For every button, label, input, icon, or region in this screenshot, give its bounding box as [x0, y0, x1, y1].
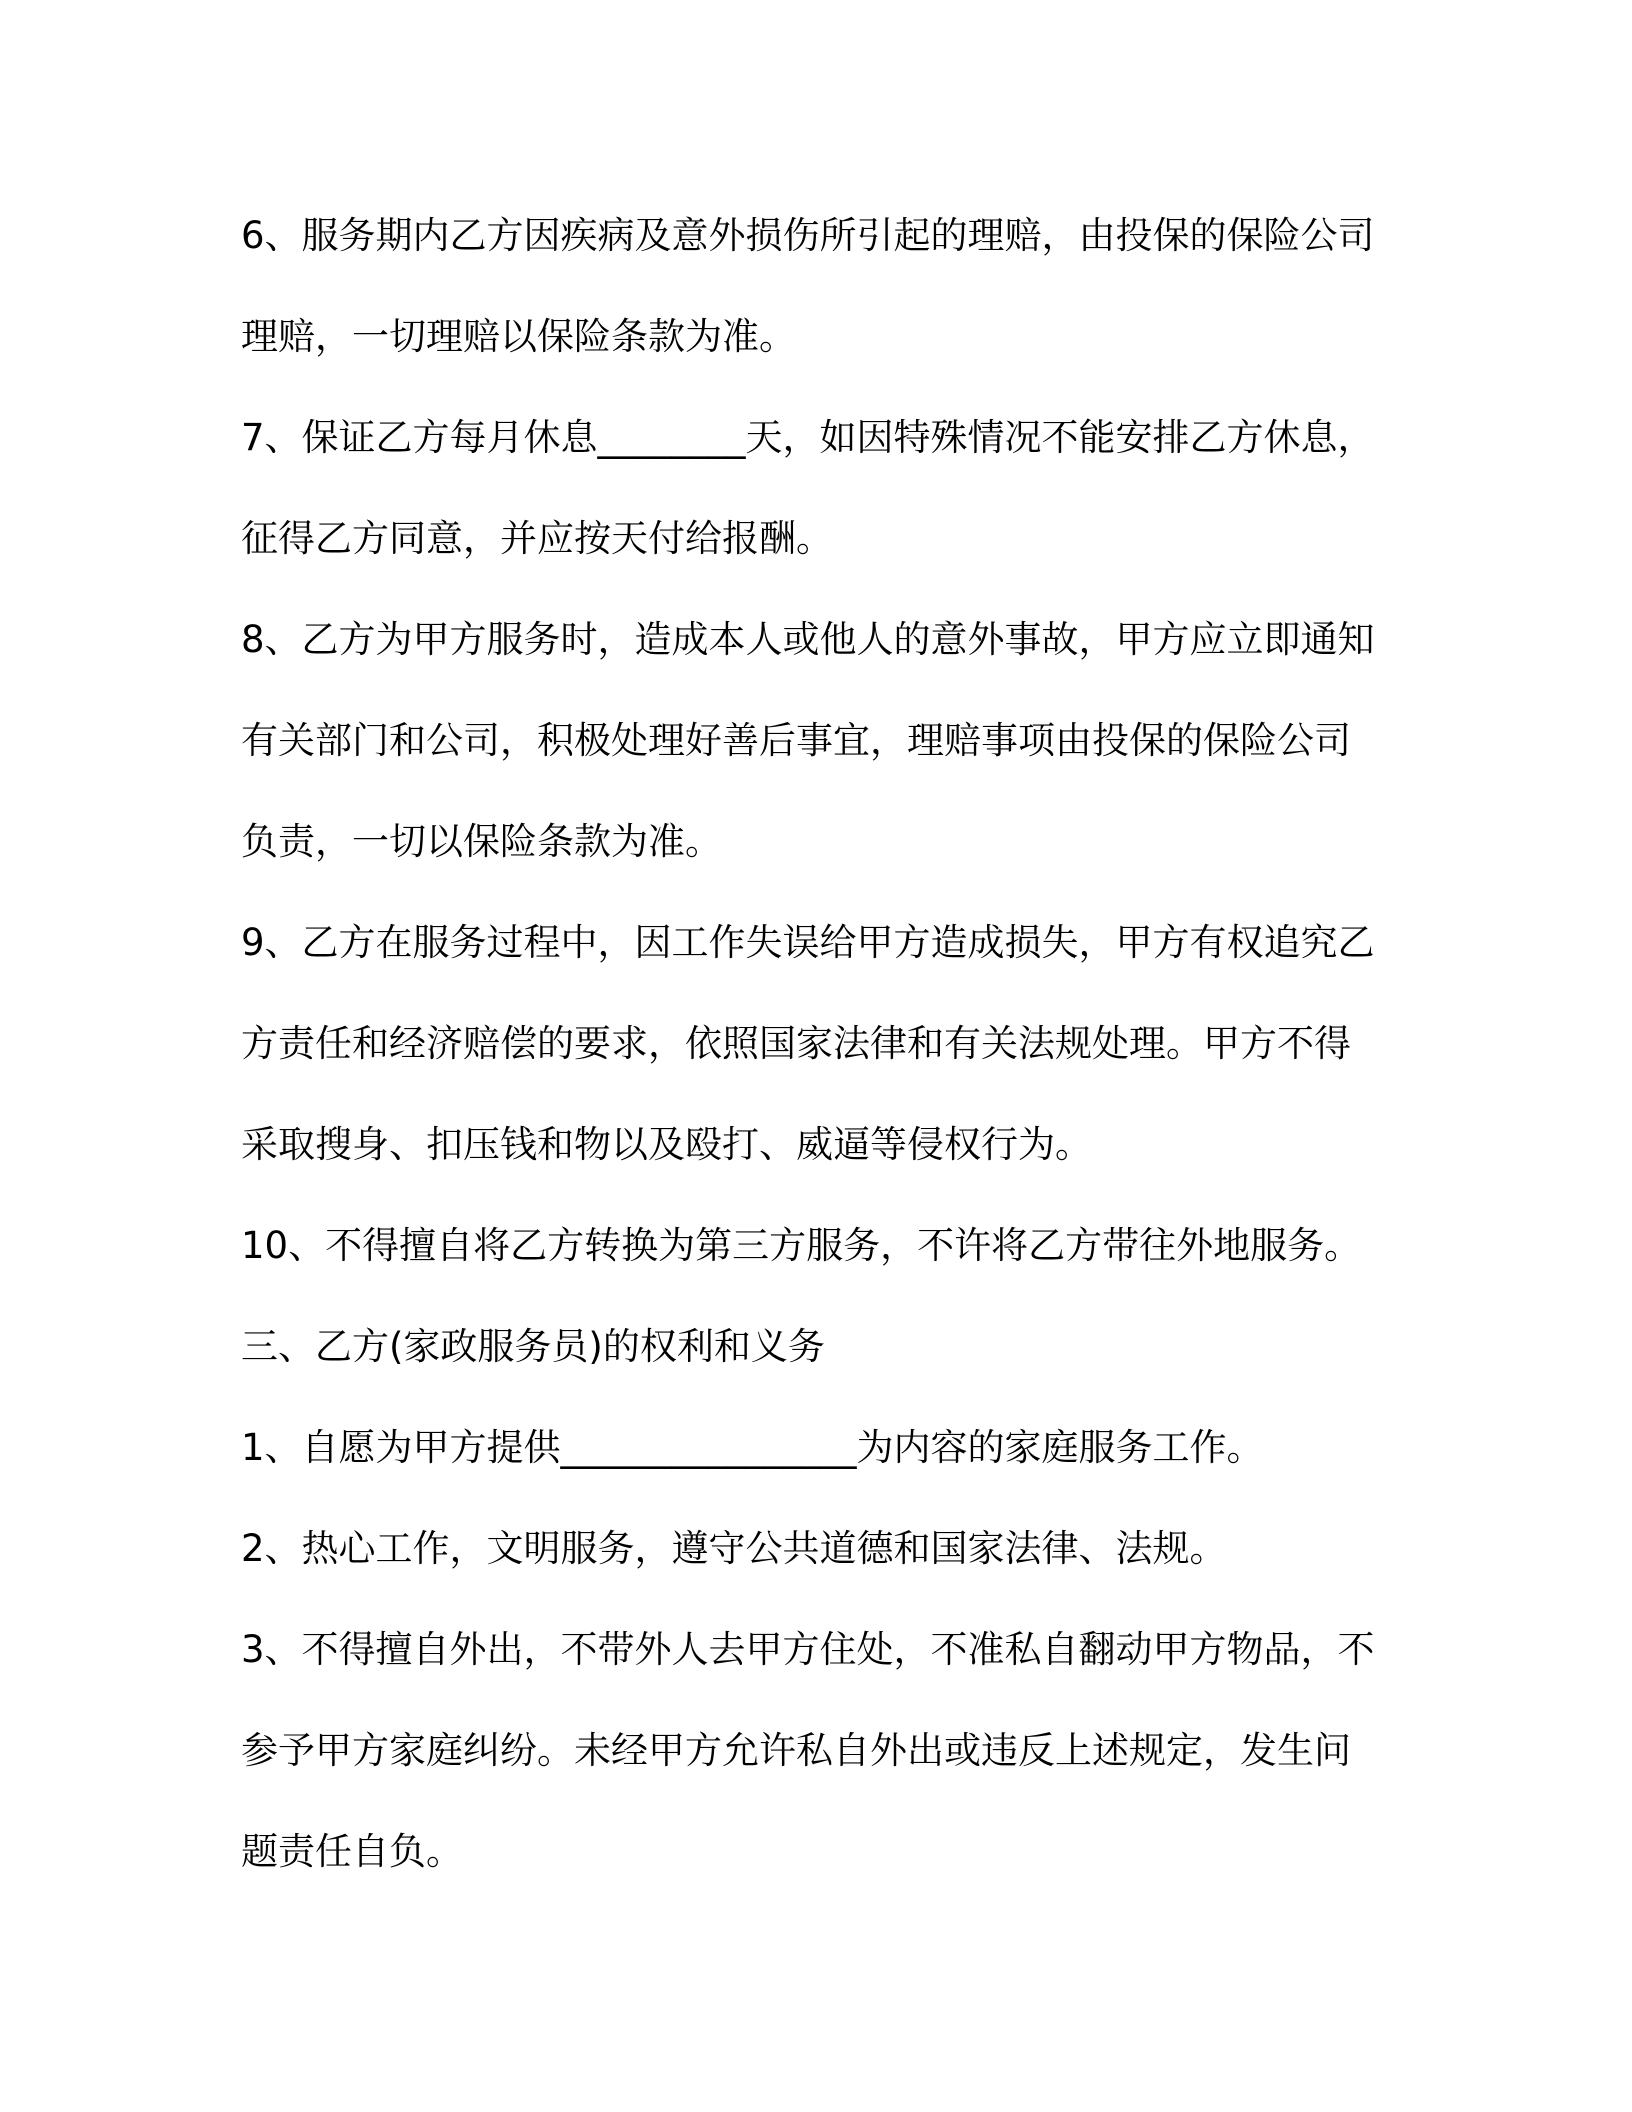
paragraph-6-line-2: 理赔，一切理赔以保险条款为准。: [241, 315, 796, 358]
paragraph-8-line-1: 8、乙方为甲方服务时，造成本人或他人的意外事故，甲方应立即通知: [241, 618, 1375, 661]
section-heading-3: 三、乙方(家政服务员)的权利和义务: [241, 1325, 825, 1368]
duty-3-line-2: 参予甲方家庭纠纷。未经甲方允许私自外出或违反上述规定，发生问: [241, 1729, 1351, 1772]
paragraph-6-line-1: 6、服务期内乙方因疾病及意外损伤所引起的理赔，由投保的保险公司: [241, 214, 1375, 257]
duty-1: 1、自愿为甲方提供________________为内容的家庭服务工作。: [241, 1426, 1264, 1469]
duty-2: 2、热心工作，文明服务，遵守公共道德和国家法律、法规。: [241, 1527, 1227, 1570]
paragraph-8-line-3: 负责，一切以保险条款为准。: [241, 820, 722, 863]
paragraph-9-line-3: 采取搜身、扣压钱和物以及殴打、威逼等侵权行为。: [241, 1123, 1092, 1166]
paragraph-9-line-1: 9、乙方在服务过程中，因工作失误给甲方造成损失，甲方有权追究乙: [241, 921, 1375, 964]
duty-3-line-1: 3、不得擅自外出，不带外人去甲方住处，不准私自翻动甲方物品，不: [241, 1628, 1375, 1671]
paragraph-8-line-2: 有关部门和公司，积极处理好善后事宜，理赔事项由投保的保险公司: [241, 719, 1351, 762]
document-body: [241, 185, 1391, 1902]
duty-3-line-3: 题责任自负。: [241, 1830, 463, 1873]
paragraph-7-line-1: 7、保证乙方每月休息________天，如因特殊情况不能安排乙方休息，: [241, 416, 1375, 459]
paragraph-10: 10、不得擅自将乙方转换为第三方服务，不许将乙方带往外地服务。: [241, 1224, 1362, 1267]
paragraph-9-line-2: 方责任和经济赔偿的要求，依照国家法律和有关法规处理。甲方不得: [241, 1022, 1351, 1065]
paragraph-7-line-2: 征得乙方同意，并应按天付给报酬。: [241, 517, 833, 560]
